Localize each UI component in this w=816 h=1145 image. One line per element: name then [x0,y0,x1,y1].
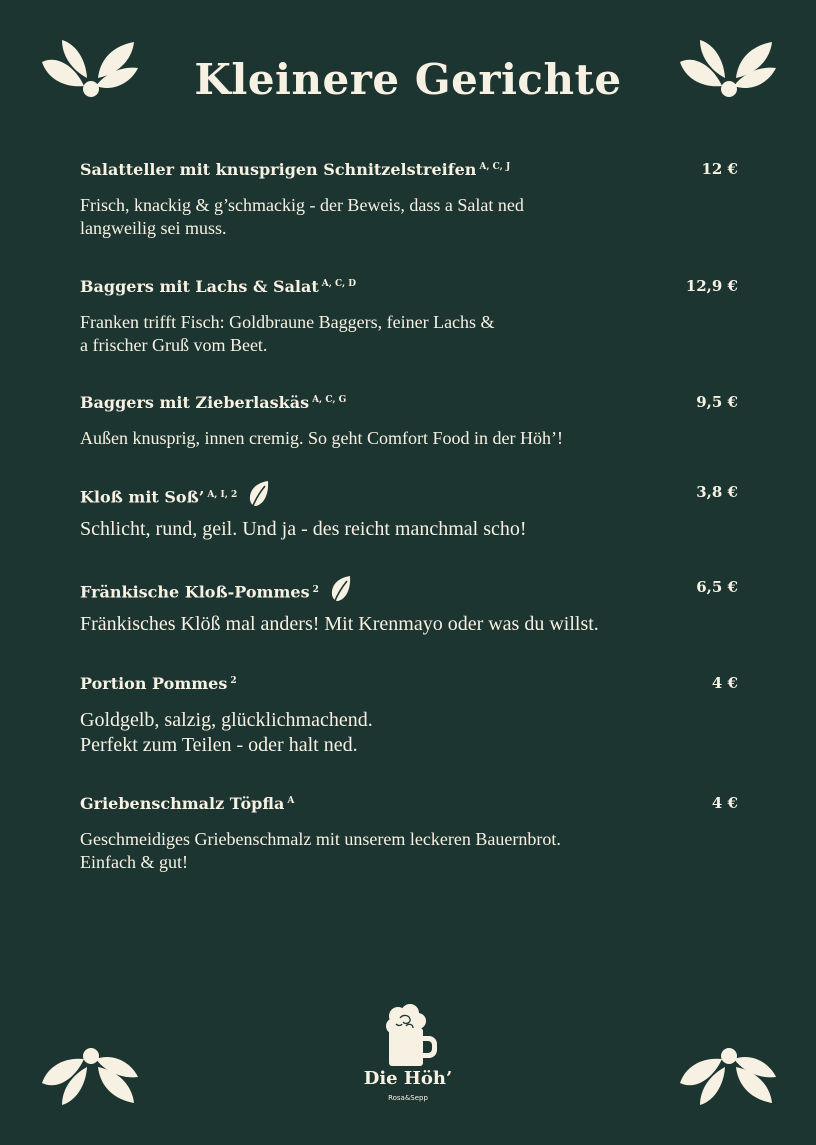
item-description: Außen knusprig, innen cremig. So geht Comfort Food in der Höh’! [80,428,563,448]
item-name: Portion Pommes [80,674,228,693]
allergen-codes: A, I, 2 [207,489,238,500]
item-price: 12,9 € [685,277,738,295]
item-price: 4 € [711,794,738,812]
item-description: Frisch, knackig & g’schmackig - der Beweis, dass a Salat ned langweilig sei muss. [80,195,524,238]
allergen-codes: A, C, D [321,279,357,289]
brand-logo [360,1002,456,1108]
item-name: Fränkische Kloß-Pommes [80,582,310,602]
list-item [80,670,738,790]
item-price: 6,5 € [696,578,738,596]
list-item [80,479,738,574]
item-description: Schlicht, rund, geil. Und ja - des reicht manchmal scho! [80,518,527,540]
item-description: Franken trifft Fisch: Goldbraune Baggers, feiner Lachs & a frischer Gruß vom Beet. [80,312,495,355]
beer-mug-icon [360,1002,456,1068]
allergen-codes: A, C, G [312,395,347,405]
list-item [80,273,738,389]
list-item [80,574,738,670]
allergen-codes: 2 [230,676,237,686]
item-name: Salatteller mit knusprigen Schnitzelstreifen [80,160,477,179]
item-price: 9,5 € [696,393,738,411]
item-price: 3,8 € [696,483,738,501]
item-description: Goldgelb, salzig, glücklichmachend. Perfekt zum Teilen - oder halt ned. [80,709,373,756]
list-item [80,790,738,870]
brand-name: Die Höh’ [363,1068,453,1089]
allergen-codes: 2 [312,584,319,595]
item-name: Griebenschmalz Töpfla [80,794,285,813]
allergen-codes: A, C, J [479,162,511,172]
page-title: Kleinere Gerichte [194,55,622,104]
item-name: Baggers mit Zieberlaskäs [80,393,310,412]
list-item [80,156,738,273]
leaf-icon [247,479,271,509]
item-description: Fränkisches Klöß mal anders! Mit Krenmayo oder was du willst. [80,613,599,635]
item-name: Kloß mit Soß’ [80,487,205,507]
item-price: 4 € [711,674,738,692]
leaf-sprig-icon [40,1045,140,1107]
menu-list [80,156,738,870]
leaf-icon [329,574,353,604]
item-description: Geschmeidiges Griebenschmalz mit unserem leckeren Bauernbrot. Einfach & gut! [80,829,561,872]
item-name: Baggers mit Lachs & Salat [80,277,319,296]
item-price: 12 € [701,160,738,178]
list-item [80,389,738,479]
leaf-sprig-icon [678,1045,778,1107]
allergen-codes: A [287,796,295,806]
brand-subtitle: Rosa&Sepp [388,1094,428,1102]
